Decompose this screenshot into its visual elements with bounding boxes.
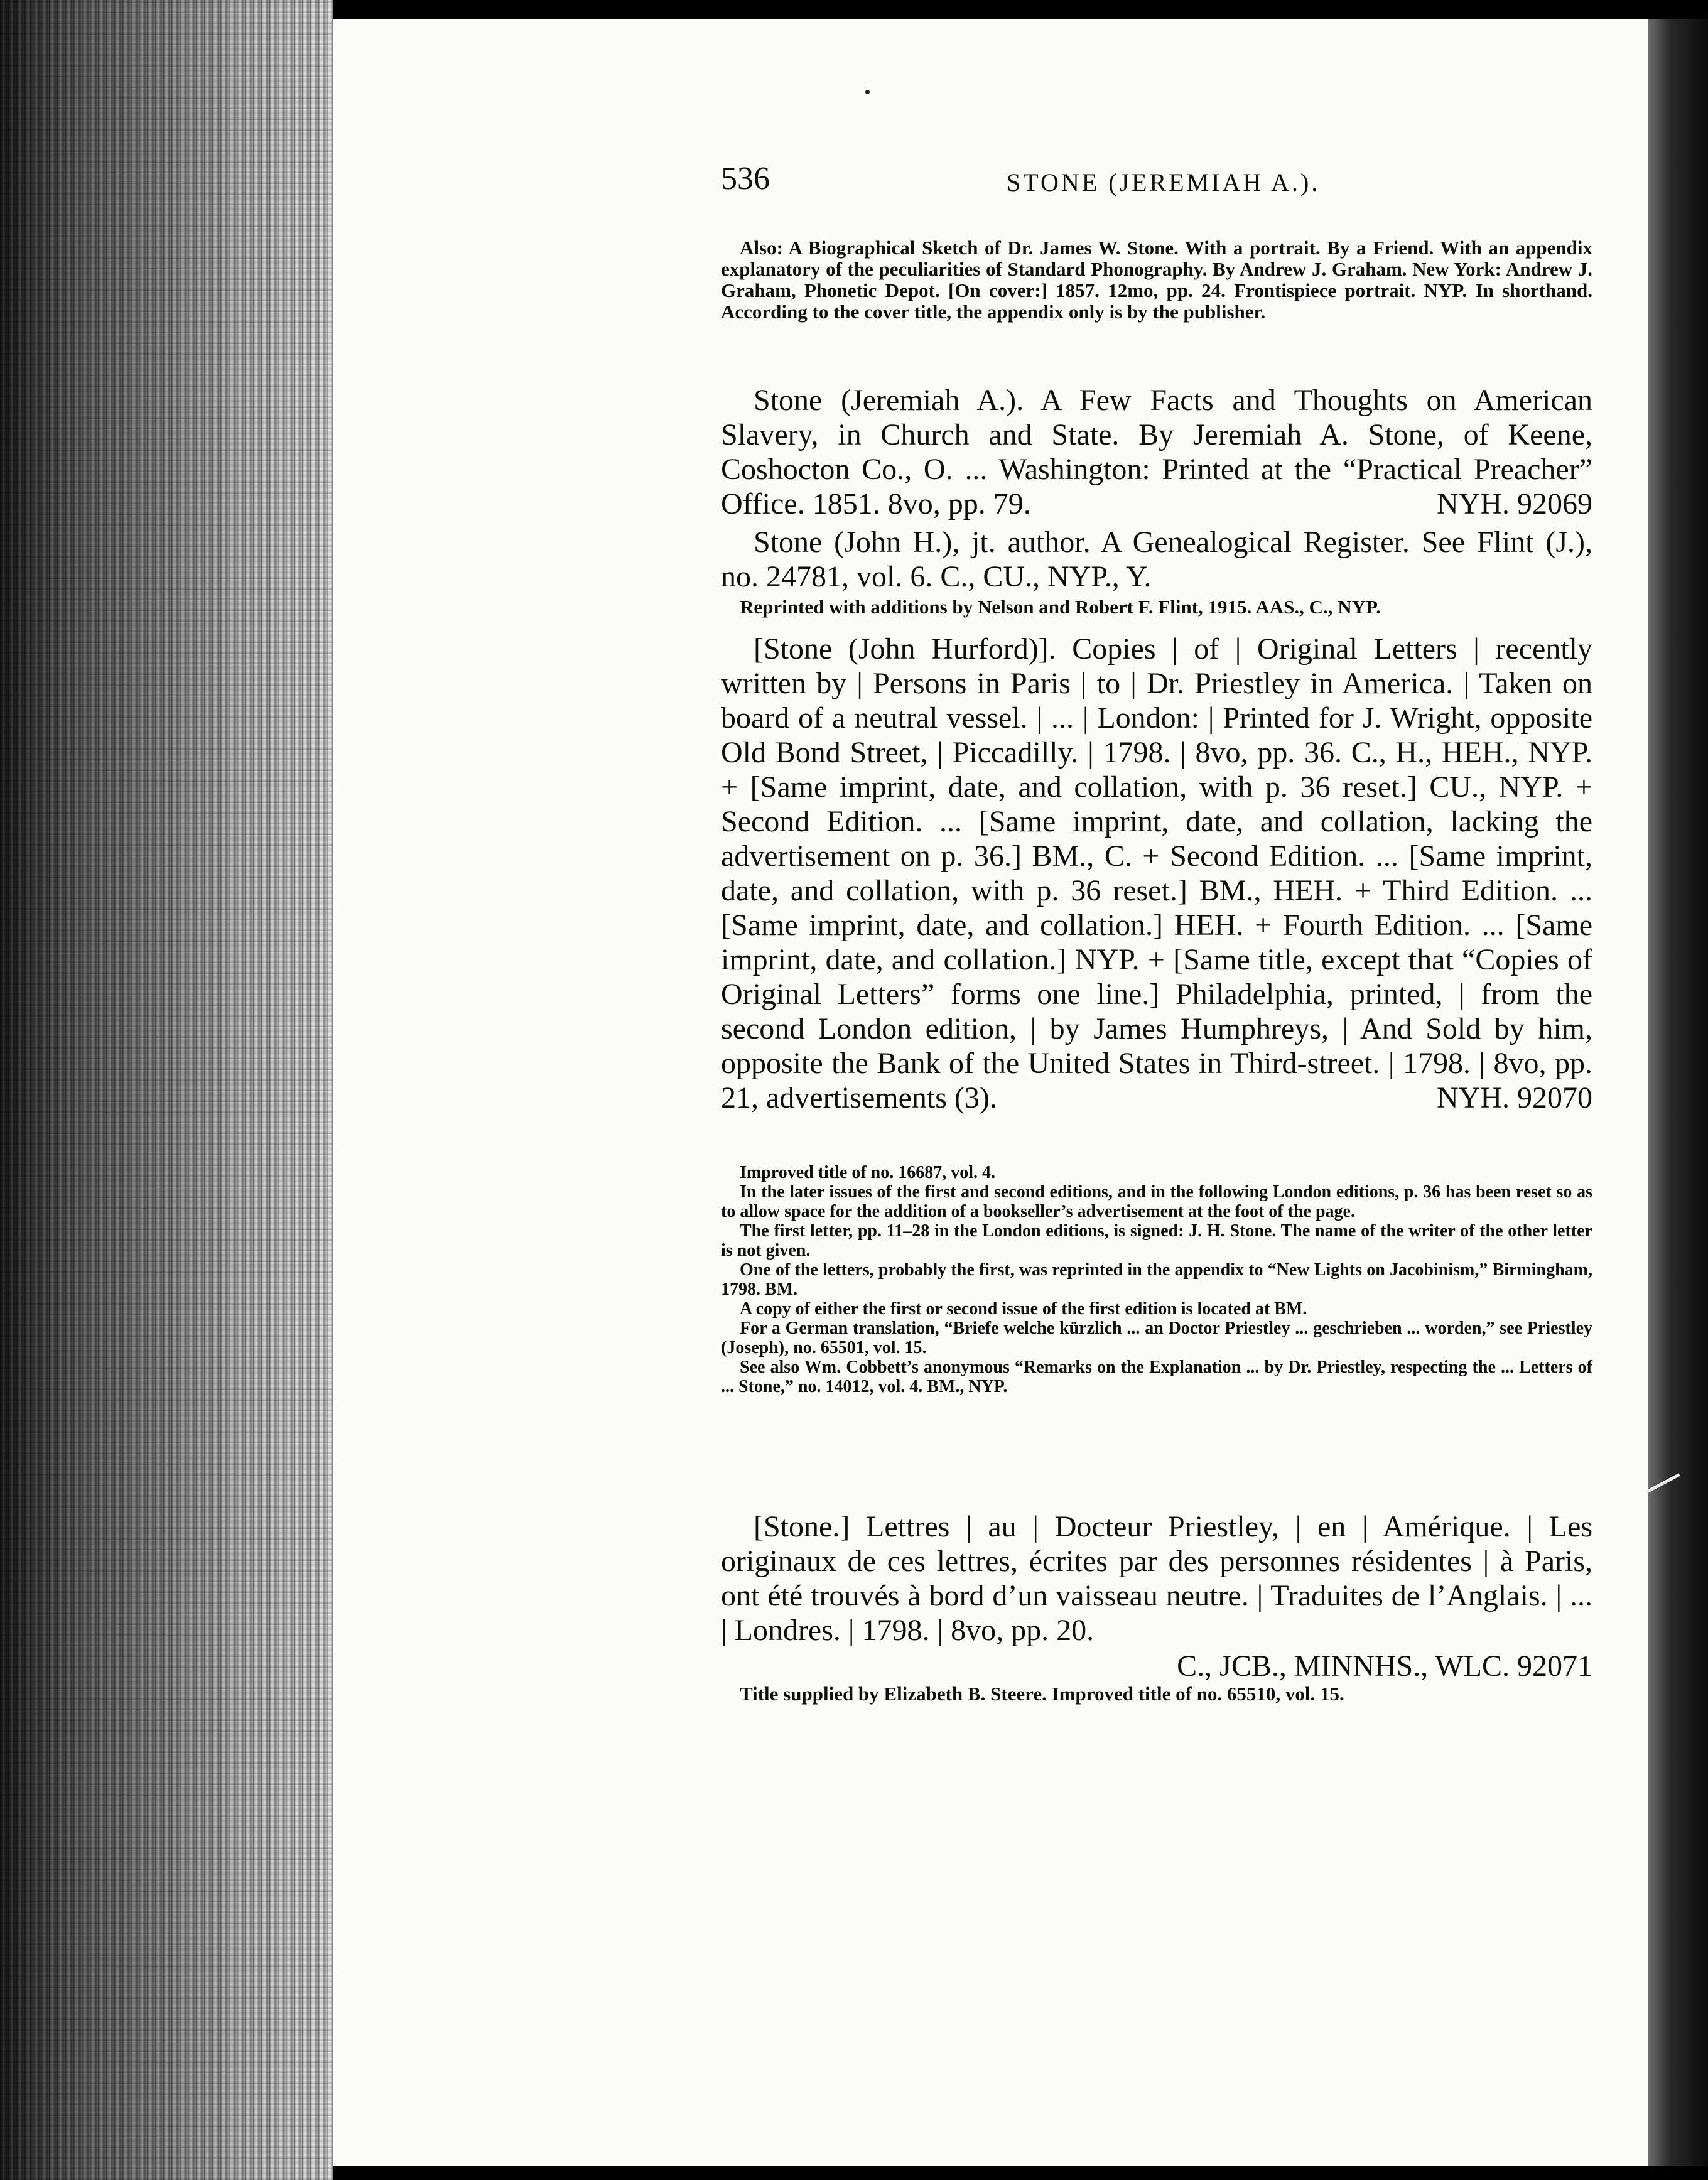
- header-title: STONE (JEREMIAH A.).: [1007, 168, 1321, 197]
- entry-body: [Stone (John Hurford)]. Copies | of | Original Letters | recently written by | Persons in Paris | to | Dr. Priestley in America. | Taken on board of a neutral vessel. | ... | London: | Printed for J. Wright, opposite Old Bond Street, | Piccadilly. | 1798. | 8vo, pp. 36. C., H., HEH., NYP. + [Same imprint, date, and collation, with p. 36 reset.] CU., NYP. + Second Edition. ... [Same imprint, date, and collation, lacking the advertisement on p. 36.] BM., C. + Second Edition. ... [Same imprint, date, and collation, with p. 36 reset.] BM., HEH. + Third Edition. ... [Same imprint, date, and collation.] HEH. + Fourth Edition. ... [Same imprint, date, and collation.] NYP. + [Same title, except that “Copies of Original Letters” forms one line.] Philadelphia, printed, | from the second London edition, | by James Humphreys, | And Sold by him, opposite the Bank of the United States in Third-street. | 1798. | 8vo, pp. 21, advertisements (3).: [721, 632, 1592, 1114]
- entry-jeremiah: [721, 383, 1592, 521]
- notes-block: [721, 1163, 1592, 1396]
- note: In the later issues of the first and second editions, and in the following London editions, p. 36 has been reset so as to allow space for the addition of a bookseller’s advertisement at the foot of the page.: [721, 1182, 1592, 1221]
- catalog-number: NYH. 92070: [1437, 1081, 1592, 1114]
- running-head: [721, 160, 1592, 210]
- page-number: 536: [721, 161, 770, 197]
- right-page-edge: [1648, 19, 1708, 2166]
- entry-text: Stone (John H.), jt. author. A Genealogical Register. See Flint (J.), no. 24781, vol. 6. C., CU., NYP., Y.: [721, 526, 1592, 593]
- note: The first letter, pp. 11–28 in the London editions, is signed: J. H. Stone. The name of the writer of the other letter is not given.: [721, 1221, 1592, 1260]
- note: For a German translation, “Briefe welche kürzlich ... an Doctor Priestley ... geschrieben ... worden,” see Priestley (Joseph), no. 65501, vol. 15.: [721, 1319, 1592, 1357]
- entry-text: Also: A Biographical Sketch of Dr. James W. Stone. With a portrait. By a Friend. With an appendix explanatory of the peculiarities of Standard Phonography. By Andrew J. Graham. New York: Andrew J. Graham, Phonetic Depot. [On cover:] 1857. 12mo, pp. 24. Frontispiece portrait. NYP. In shorthand. According to the cover title, the appendix only is by the publisher.: [721, 237, 1592, 323]
- entry-also-note: [721, 237, 1592, 323]
- entry-body: Stone (Jeremiah A.). A Few Facts and Thoughts on American Slavery, in Church and State. By Jeremiah A. Stone, of Keene, Coshocton Co., O. ... Washington: Printed at the “Practical Preacher” Office. 1851. 8vo, pp. 79.: [721, 384, 1592, 521]
- catalog-number: C., JCB., MINNHS., WLC. 92071: [1177, 1649, 1592, 1683]
- catalog-number: NYH. 92069: [1437, 487, 1592, 521]
- entry-john-h: [721, 525, 1592, 594]
- ink-dot: [865, 90, 870, 94]
- note: A copy of either the first or second issue of the first edition is located at BM.: [740, 1299, 1307, 1319]
- note: One of the letters, probably the first, was reprinted in the appendix to “New Lights on Jacobinism,” Birmingham, 1798. BM.: [721, 1260, 1592, 1299]
- entry-text: [721, 383, 1592, 521]
- entry-text: [Stone.] Lettres | au | Docteur Priestley, | en | Amérique. | Les originaux de ces lettres, écrites par des personnes résidentes | à Paris, ont été trouvés à bord d’un vaisseau neutre. | Traduites de l’Anglais. | ... | Londres. | 1798. | 8vo, pp. 20.: [721, 1510, 1592, 1647]
- entry-text: Reprinted with additions by Nelson and Robert F. Flint, 1915. AAS., C., NYP.: [740, 596, 1381, 618]
- entry-lettres: [721, 1509, 1592, 1705]
- note: See also Wm. Cobbett’s anonymous “Remarks on the Explanation ... by Dr. Priestley, respecting the ... Letters of ... Stone,” no. 14012, vol. 4. BM., NYP.: [721, 1357, 1592, 1396]
- entry-note: Title supplied by Elizabeth B. Steere. Improved title of no. 65510, vol. 15.: [740, 1683, 1344, 1705]
- entry-john-hurford: [721, 632, 1592, 1115]
- entry-text: [721, 632, 1592, 1115]
- gutter-texture: [0, 0, 333, 2180]
- entry-reprint-note: [721, 596, 1592, 618]
- note: Improved title of no. 16687, vol. 4.: [740, 1163, 996, 1182]
